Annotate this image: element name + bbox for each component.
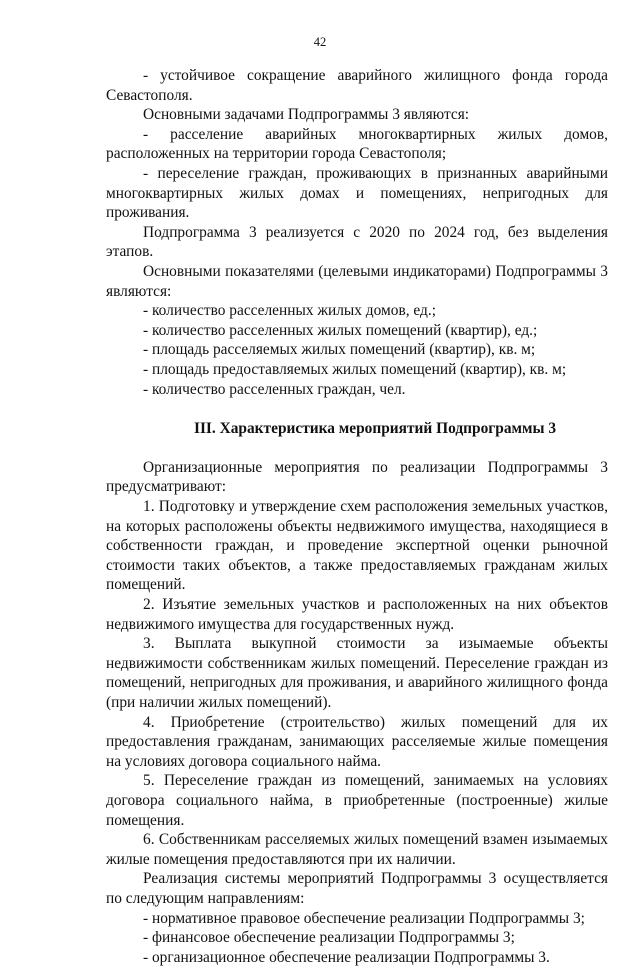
numbered-item: 4. Приобретение (строительство) жилых помещений для их предоставления гражданам, занимающих расселяемые жилые помещения на условиях договора социального найма. <box>106 713 608 770</box>
numbered-item: 2. Изъятие земельных участков и расположенных на них объектов недвижимого имущества для государственных нужд. <box>106 596 608 633</box>
list-item: - переселение граждан, проживающих в признанных аварийными многоквартирных жилых домах и помещениях, непригодных для проживания. <box>106 164 608 222</box>
list-item: - площадь предоставляемых жилых помещений (квартир), кв. м; <box>143 360 567 378</box>
paragraph: Организационные мероприятия по реализации Подпрограммы 3 предусматривают: <box>106 458 608 496</box>
page-number: 42 <box>313 35 327 49</box>
paragraph: - устойчивое сокращение аварийного жилищного фонда города Севастополя. <box>106 67 608 104</box>
section-heading: III. Характеристика мероприятий Подпрограммы 3 <box>193 419 557 437</box>
numbered-item: 1. Подготовку и утверждение схем расположения земельных участков, на которых расположены объекты недвижимого имущества, находящиеся в собственности граждан, и проведение экспертной оценки рыночной стоимости таких объектов, а также предоставляемых гражданам жилых помещений. <box>106 498 608 594</box>
numbered-item: 6. Собственникам расселяемых жилых помещений взамен изымаемых жилые помещения предоставляются при их наличии. <box>106 831 608 868</box>
paragraph: Реализация системы мероприятий Подпрограммы 3 осуществляется по следующим направлениям: <box>106 870 608 907</box>
numbered-item: 5. Переселение граждан из помещений, занимаемых на условиях договора социального найма, в приобретенные (построенные) жилые помещения. <box>106 772 608 829</box>
list-item: - финансовое обеспечение реализации Подпрограммы 3; <box>143 929 515 947</box>
paragraph: Основными задачами Подпрограммы 3 являются: <box>143 106 470 124</box>
document-body <box>106 66 608 967</box>
list-item: - площадь расселяемых жилых помещений (квартир), кв. м; <box>143 341 536 359</box>
list-item: - организационное обеспечение реализации Подпрограммы 3. <box>143 948 550 966</box>
numbered-item: 3. Выплата выкупной стоимости за изымаемые объекты недвижимости собственникам жилых помещений. Переселение граждан из помещений, непригодных для проживания, и аварийного жилищного фонда (при наличии жилых помещений). <box>106 635 608 711</box>
list-item: - расселение аварийных многоквартирных жилых домов, расположенных на территории города Севастополя; <box>106 125 608 163</box>
list-item: - количество расселенных жилых домов, ед.; <box>143 302 437 320</box>
list-item: - нормативное правовое обеспечение реализации Подпрограммы 3; <box>143 909 585 927</box>
list-item: - количество расселенных жилых помещений (квартир), ед.; <box>143 321 538 339</box>
list-item: - количество расселенных граждан, чел. <box>143 380 406 398</box>
paragraph: Подпрограмма 3 реализуется с 2020 по 2024 год, без выделения этапов. <box>106 223 608 261</box>
paragraph: Основными показателями (целевыми индикаторами) Подпрограммы 3 являются: <box>106 262 608 300</box>
